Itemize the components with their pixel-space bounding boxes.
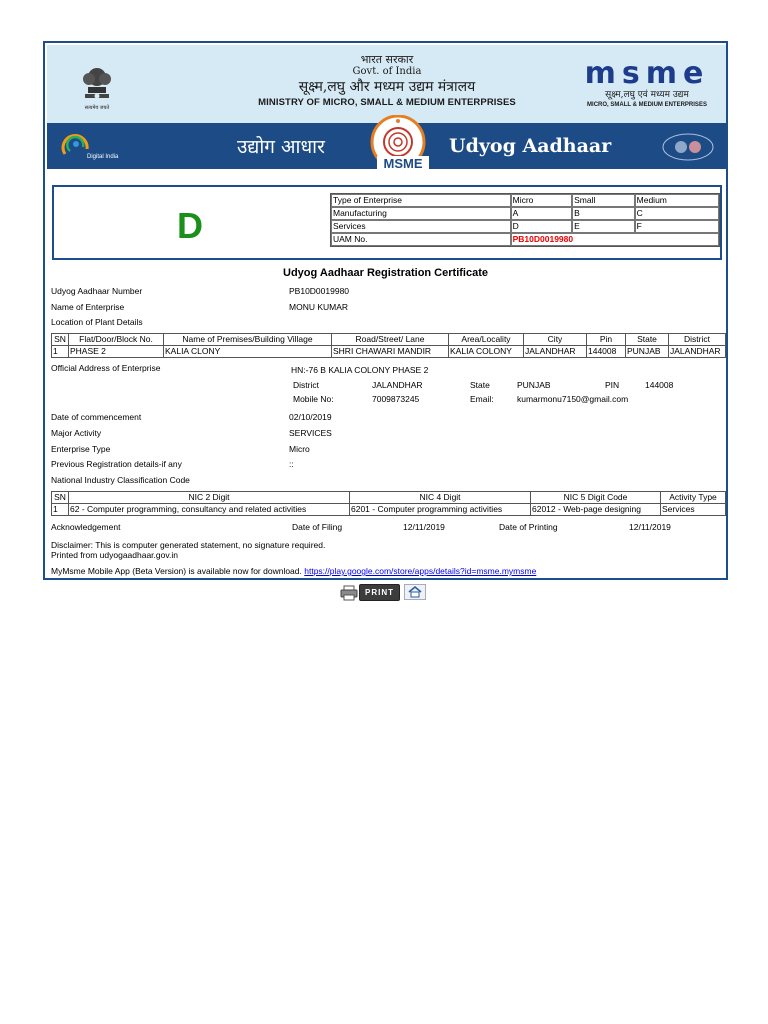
table-cell: A xyxy=(511,207,573,220)
table-cell: Services xyxy=(331,220,511,233)
table-header-cell: Area/Locality xyxy=(449,334,524,346)
enterprise-type-label: Enterprise Type xyxy=(51,444,111,454)
msme-logo xyxy=(572,56,722,109)
table-row xyxy=(331,207,719,220)
mobile-app-link[interactable]: https://play.google.com/store/apps/details?id=msme.mymsme xyxy=(304,566,537,576)
table-cell: Medium xyxy=(635,194,719,207)
commencement-label: Date of commencement xyxy=(51,412,142,422)
digital-india-label: Digital India xyxy=(87,154,119,160)
mobile-app-text: MyMsme Mobile App (Beta Version) is available now for download. xyxy=(51,566,302,576)
govt-hindi: भारत सरकार xyxy=(360,53,414,66)
round-badge-icon xyxy=(661,132,715,162)
certificate-title: Udyog Aadhaar Registration Certificate xyxy=(283,267,488,279)
print-button[interactable]: PRINT xyxy=(359,584,400,601)
aadhaar-number-label: Udyog Aadhaar Number xyxy=(51,286,143,296)
official-address-label: Official Address of Enterprise xyxy=(51,363,161,373)
major-activity-label: Major Activity xyxy=(51,428,102,438)
table-header-cell: District xyxy=(669,334,726,346)
msme-logo-text: msme xyxy=(584,56,710,91)
table-header-cell: Flat/Door/Block No. xyxy=(69,334,164,346)
ministry-hindi: सूक्ष्म,लघु और मध्यम उद्यम मंत्रालय xyxy=(298,79,476,95)
district-label: District xyxy=(293,380,319,390)
ministry-english: MINISTRY OF MICRO, SMALL & MEDIUM ENTERPRISES xyxy=(258,97,516,108)
printed-from-text: Printed from udyogaadhaar.gov.in xyxy=(51,550,178,560)
email-label: Email: xyxy=(470,394,494,404)
table-cell: 1 xyxy=(52,504,69,516)
table-cell: Type of Enterprise xyxy=(331,194,511,207)
national-emblem-icon xyxy=(79,57,115,111)
table-cell: 144008 xyxy=(587,346,626,358)
table-header-cell: SN xyxy=(52,334,69,346)
enterprise-name-value: MONU KUMAR xyxy=(289,302,349,312)
banner-hindi-title: उद्योग आधार xyxy=(237,136,325,158)
nic-label: National Industry Classification Code xyxy=(51,475,190,485)
disclaimer-text: Disclaimer: This is computer generated statement, no signature required. xyxy=(51,540,326,550)
table-cell: D xyxy=(511,220,573,233)
table-cell: 1 xyxy=(52,346,69,358)
table-cell: PHASE 2 xyxy=(69,346,164,358)
table-row xyxy=(331,220,719,233)
table-header-cell: Road/Street/ Lane xyxy=(332,334,449,346)
printing-date-value: 12/11/2019 xyxy=(629,522,671,532)
table-cell: Small xyxy=(572,194,635,207)
table-cell: 62 - Computer programming, consultancy and related activities xyxy=(69,504,350,516)
home-icon[interactable] xyxy=(404,584,426,600)
official-address-line: HN:-76 B KALIA COLONY PHASE 2 xyxy=(291,365,429,375)
uam-number: PB10D0019980 xyxy=(511,233,719,246)
previous-registration-value: :: xyxy=(289,459,294,469)
acknowledgement-label: Acknowledgement xyxy=(51,522,121,532)
table-cell: B xyxy=(572,207,635,220)
table-cell: 62012 - Web-page designing xyxy=(531,504,661,516)
table-header-cell: Activity Type xyxy=(661,492,726,504)
printer-icon[interactable] xyxy=(340,585,358,601)
pin-value: 144008 xyxy=(645,380,674,390)
email-value: kumarmonu7150@gmail.com xyxy=(517,394,629,404)
uam-label: UAM No. xyxy=(331,233,511,246)
nic-table xyxy=(51,491,726,516)
major-activity-value: SERVICES xyxy=(289,428,332,438)
commencement-value: 02/10/2019 xyxy=(289,412,332,422)
filing-date-value: 12/11/2019 xyxy=(403,522,445,532)
table-cell: E xyxy=(572,220,635,233)
banner-english-title: Udyog Aadhaar xyxy=(449,135,612,157)
table-header-cell: NIC 5 Digit Code xyxy=(531,492,661,504)
table-cell: Services xyxy=(661,504,726,516)
msme-logo-hindi: सूक्ष्म,लघु एवं मध्यम उद्यम xyxy=(605,90,689,100)
table-cell: KALIA COLONY xyxy=(449,346,524,358)
table-header-cell: Name of Premises/Building Village xyxy=(164,334,332,346)
table-header-cell: City xyxy=(524,334,587,346)
table-row xyxy=(52,504,726,516)
msme-logo-english: MICRO, SMALL & MEDIUM ENTERPRISES xyxy=(587,102,707,108)
state-value: PUNJAB xyxy=(517,380,551,390)
printing-date-label: Date of Printing xyxy=(499,522,558,532)
table-header-cell: NIC 4 Digit xyxy=(350,492,531,504)
header xyxy=(47,45,726,123)
enterprise-category-box xyxy=(52,185,722,260)
table-cell: C xyxy=(635,207,719,220)
table-row xyxy=(331,233,719,246)
table-cell: Micro xyxy=(511,194,573,207)
mobile-app-notice xyxy=(51,566,536,577)
table-cell: KALIA CLONY xyxy=(164,346,332,358)
seal-msme-label: MSME xyxy=(377,156,429,171)
table-header-cell: Pin xyxy=(587,334,626,346)
udyog-aadhaar-banner xyxy=(47,123,726,169)
govt-english: Govt. of India xyxy=(352,66,422,77)
mobile-label: Mobile No: xyxy=(293,394,334,404)
plant-location-label: Location of Plant Details xyxy=(51,317,143,327)
district-value: JALANDHAR xyxy=(372,380,423,390)
enterprise-name-label: Name of Enterprise xyxy=(51,302,125,312)
table-header-row xyxy=(52,492,726,504)
emblem-caption: सत्यमेव जयते xyxy=(84,105,110,111)
table-header-cell: NIC 2 Digit xyxy=(69,492,350,504)
table-header-row xyxy=(52,334,726,346)
certificate-frame xyxy=(43,41,728,580)
action-buttons xyxy=(340,584,430,602)
table-cell: SHRI CHAWARI MANDIR xyxy=(332,346,449,358)
enterprise-type-value: Micro xyxy=(289,444,310,454)
table-cell: Manufacturing xyxy=(331,207,511,220)
table-cell: JALANDHAR xyxy=(669,346,726,358)
pin-label: PIN xyxy=(605,380,620,390)
aadhaar-number-value: PB10D0019980 xyxy=(289,286,350,296)
previous-registration-label: Previous Registration details-if any xyxy=(51,459,182,469)
ministry-heading xyxy=(247,53,527,110)
state-label: State xyxy=(470,380,490,390)
table-cell: F xyxy=(635,220,719,233)
enterprise-type-table xyxy=(330,193,720,247)
table-row xyxy=(52,346,726,358)
table-header-cell: State xyxy=(626,334,669,346)
category-letter: D xyxy=(177,205,203,246)
table-cell: JALANDHAR xyxy=(524,346,587,358)
table-header-cell: SN xyxy=(52,492,69,504)
filing-date-label: Date of Filing xyxy=(292,522,343,532)
table-row xyxy=(331,194,719,207)
table-cell: 6201 - Computer programming activities xyxy=(350,504,531,516)
table-cell: PUNJAB xyxy=(626,346,669,358)
mobile-value: 7009873245 xyxy=(372,394,420,404)
plant-details-table xyxy=(51,333,726,358)
